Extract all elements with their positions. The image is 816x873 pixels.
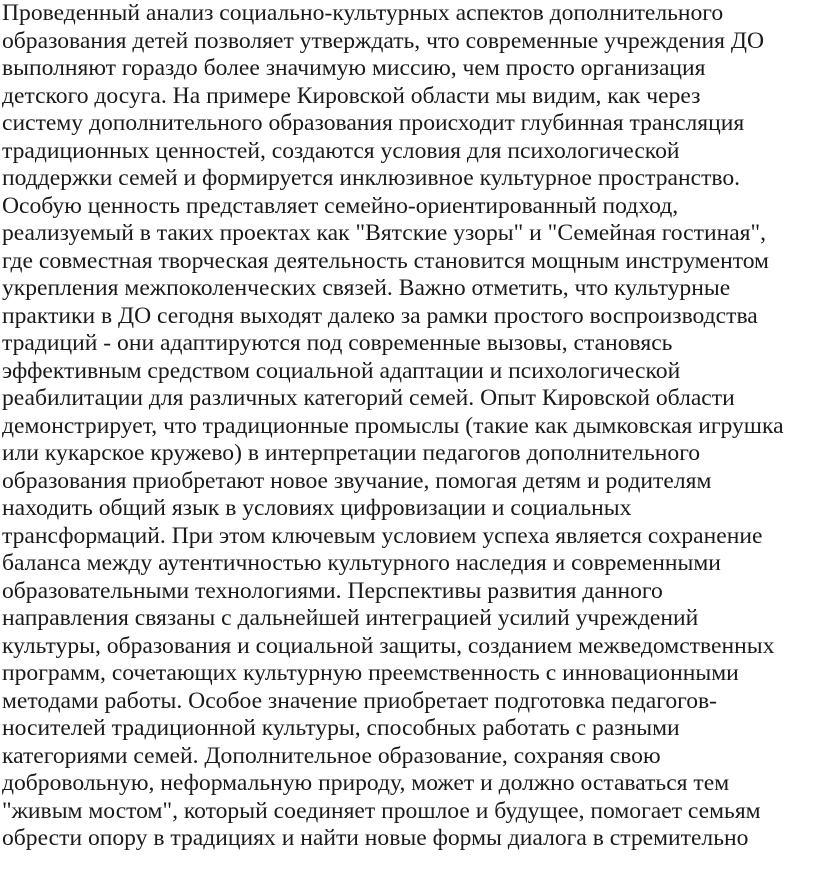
text-line: Особую ценность представляет семейно-ориентированный подход, [2,192,679,219]
body-text [2,0,816,853]
text-line: реализуемый в таких проектах как "Вятские узоры" и "Семейная гостиная", [2,220,767,246]
text-line: где совместная творческая деятельность становится мощным инструментом [2,247,769,274]
text-line: образовательными технологиями. Перспективы развития данного [2,577,663,604]
text-line: носителей традиционной культуры, способных работать с разными [2,715,680,741]
text-line: реабилитации для различных категорий семей. Опыт Кировской области [2,385,735,411]
text-line: эффективным средством социальной адаптации и психологической [2,357,681,384]
text-line: баланса между аутентичностью культурного наследия и современными [2,550,721,576]
text-line: образования приобретают новое звучание, помогая детям и родителям [2,467,712,494]
text-line: "живым мостом", который соединяет прошлое и будущее, помогает семьям [2,797,761,824]
text-line: находить общий язык в условиях цифровизации и социальных [2,495,632,521]
text-line: выполняют гораздо более значимую миссию, чем просто организация [2,55,706,81]
text-line: программ, сочетающих культурную преемственность с инновационными [2,660,739,686]
text-line: практики в ДО сегодня выходят далеко за рамки простого воспроизводства [2,302,758,329]
text-line: систему дополнительного образования происходит глубинная трансляция [2,110,745,136]
text-line: образования детей позволяет утверждать, что современные учреждения ДО [2,27,765,54]
text-line: трансформаций. При этом ключевым условием успеха является сохранение [2,522,763,549]
text-line: категориями семей. Дополнительное образование, сохраняя свою [2,742,661,769]
text-line: или кукарское кружево) в интерпретации педагогов дополнительного [2,440,701,466]
text-line: традиционных ценностей, создаются условия для психологической [2,137,680,164]
text-line: обрести опору в традициях и найти новые формы диалога в стремительно [2,825,749,851]
text-line: детского досуга. На примере Кировской области мы видим, как через [2,82,701,109]
text-line: направления связаны с дальнейшей интеграцией усилий учреждений [2,605,699,631]
text-line: Проведенный анализ социально-культурных аспектов дополнительного [2,0,724,26]
text-line: добровольную, неформальную природу, может и должно оставаться тем [2,770,730,796]
text-line: поддержки семей и формируется инклюзивное культурное пространство. [2,165,741,191]
text-line: демонстрирует, что традиционные промыслы (такие как дымковская игрушка [2,412,784,439]
text-line: методами работы. Особое значение приобретает подготовка педагогов- [2,687,718,714]
text-line: культуры, образования и социальной защиты, созданием межведомственных [2,632,775,659]
text-line: укрепления межпоколенческих связей. Важно отметить, что культурные [2,275,731,301]
text-line: традиций - они адаптируются под современные вызовы, становясь [2,330,673,356]
